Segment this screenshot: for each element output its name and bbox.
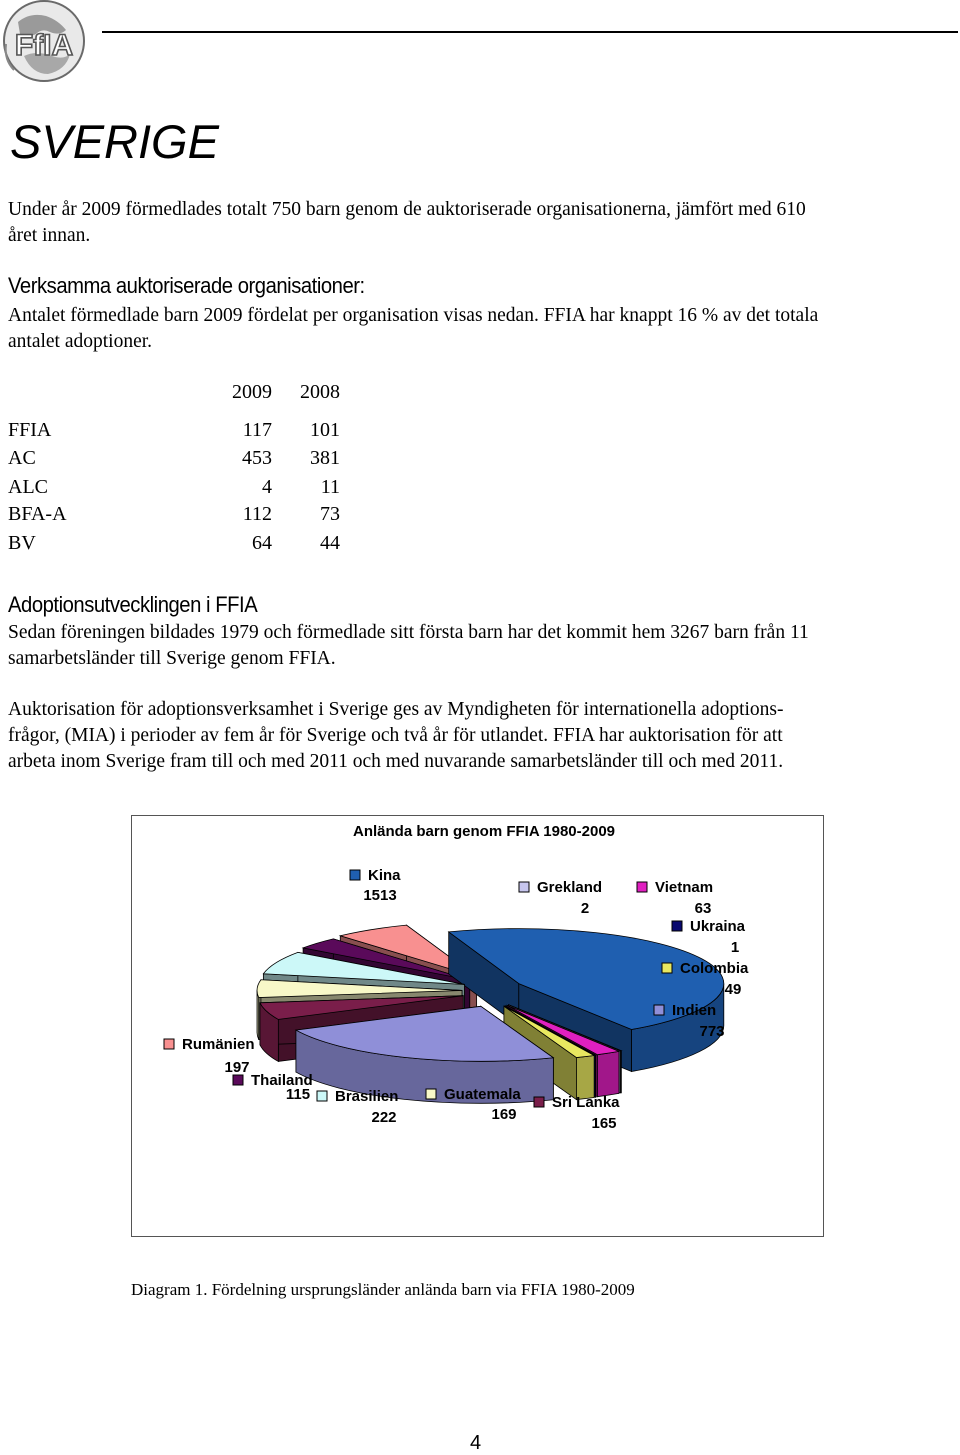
slice-value: 165 (591, 1115, 617, 1132)
value-2009: 453 (242, 447, 272, 469)
slice-label: Guatemala (444, 1086, 521, 1103)
slice-value: 773 (699, 1023, 725, 1040)
legend-swatch (534, 1097, 544, 1107)
table-row (8, 447, 348, 475)
slice-label: Grekland (537, 879, 603, 896)
legend-swatch (317, 1091, 327, 1101)
legend-vietnam (637, 879, 713, 917)
table-header (8, 381, 348, 409)
section1-line-2: antalet adoptioner. (8, 331, 153, 352)
slice-label: Thailand (251, 1072, 313, 1089)
legend-swatch (350, 870, 360, 880)
section2-p2-line-3: arbeta inom Sverige fram till och med 2011 och med nuvarande samarbetsländer till och med 2011. (8, 751, 784, 772)
slice-label: Colombia (680, 960, 749, 977)
slice-label: Ukraina (690, 918, 746, 935)
value-2009: 117 (242, 419, 272, 441)
slice-value: 222 (371, 1109, 397, 1126)
value-2009: 4 (262, 476, 272, 498)
org-name: ALC (8, 476, 48, 498)
page-number: 4 (470, 1432, 482, 1454)
pie-chart-frame (131, 815, 824, 1237)
slice-value: 115 (285, 1086, 311, 1103)
table-row (8, 476, 348, 504)
section2-p2-line-1: Auktorisation för adoptionsverksamhet i Sverige ges av Myndigheten för internationella adoptions- (8, 699, 784, 720)
legend-thailand (233, 1072, 313, 1103)
page-header (0, 0, 960, 90)
legend-grekland (519, 879, 602, 917)
legend-swatch (233, 1075, 243, 1085)
value-2009: 112 (242, 503, 272, 525)
value-2008: 11 (320, 476, 340, 498)
slice-value: 197 (224, 1059, 250, 1076)
chart-title: Anlända barn genom FFIA 1980-2009 (352, 823, 616, 840)
slice-label: Vietnam (655, 879, 714, 896)
section1-line-1: Antalet förmedlade barn 2009 fördelat per organisation visas nedan. FFIA har knappt 16 % av det totala (8, 305, 819, 326)
slice-label: Indien (672, 1002, 717, 1019)
legend-kina (350, 867, 401, 904)
legend-swatch (164, 1039, 174, 1049)
legend-swatch (637, 882, 647, 892)
value-2008: 101 (310, 419, 340, 441)
section2-p2-line-2: frågor, (MIA) i perioder av fem år för Sverige och två år för utlandet. FFIA har auktorisation för att (8, 725, 783, 746)
ffia-logo (0, 0, 90, 85)
section1-paragraph (8, 303, 953, 355)
slice-value: 1513 (363, 887, 397, 904)
pie-chart (132, 816, 823, 1236)
header-rule (102, 31, 958, 33)
section-heading-development: Adoptionsutvecklingen i FFIA (8, 592, 258, 617)
section2-paragraph-1 (8, 620, 953, 672)
legend-rumanien (164, 1036, 255, 1076)
slice-value: 169 (491, 1106, 517, 1123)
slice-value: 49 (724, 981, 742, 998)
legend-swatch (654, 1005, 664, 1015)
legend-swatch (519, 882, 529, 892)
section-heading-organisations: Verksamma auktoriserade organisationer: (8, 273, 365, 298)
slice-label: Brasilien (335, 1088, 399, 1105)
value-2008: 381 (310, 447, 340, 469)
org-name: FFIA (8, 419, 52, 441)
legend-swatch (672, 921, 682, 931)
org-name: AC (8, 447, 36, 469)
slice-value: 2 (580, 900, 590, 917)
section2-p1-line-2: samarbetsländer till Sverige genom FFIA. (8, 648, 336, 669)
table-row (8, 532, 348, 560)
section2-paragraph-2 (8, 697, 953, 775)
slice-value: 63 (694, 900, 712, 917)
value-2008: 73 (320, 503, 340, 525)
table-row (8, 419, 348, 447)
slice-label: Sri Lanka (552, 1094, 620, 1111)
section2-p1-line-1: Sedan föreningen bildades 1979 och förmedlade sitt första barn har det kommit hem 3267 barn från 11 (8, 622, 809, 643)
slice-label: Kina (368, 867, 401, 884)
intro-paragraph (8, 197, 948, 249)
value-2009: 64 (252, 532, 272, 554)
slice-value: 1 (730, 939, 740, 956)
intro-line-1: Under år 2009 förmedlades totalt 750 barn genom de auktoriserade organisationerna, jämfört med 610 (8, 199, 806, 220)
page-title: SVERIGE (10, 115, 219, 168)
diagram-caption: Diagram 1. Fördelning ursprungsländer anlända barn via FFIA 1980-2009 (131, 1280, 635, 1299)
col-2009-header: 2009 (232, 381, 272, 403)
legend-swatch (426, 1089, 436, 1099)
legend-swatch (662, 963, 672, 973)
ffia-logo-text: FfIA (14, 29, 74, 62)
legend-brasilien (317, 1088, 398, 1126)
value-2008: 44 (320, 532, 340, 554)
col-2008-header: 2008 (300, 381, 340, 403)
org-name: BFA-A (8, 503, 67, 525)
slice-label: Rumänien (182, 1036, 255, 1053)
table-row (8, 503, 348, 531)
org-name: BV (8, 532, 36, 554)
intro-line-2: året innan. (8, 225, 91, 246)
